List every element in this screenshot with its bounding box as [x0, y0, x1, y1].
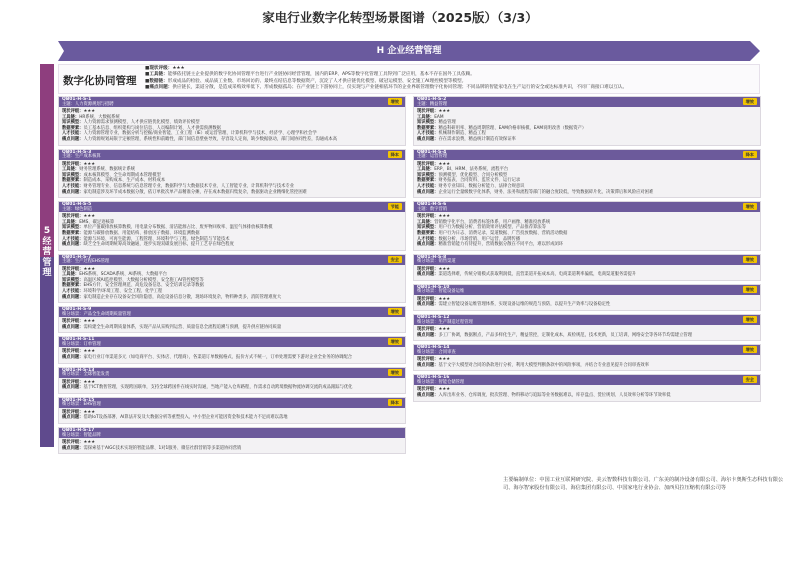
overview-line-key: ■痛点问题： — [145, 85, 173, 91]
scenario-subtitle: 主题：精益管理 — [417, 101, 448, 107]
scenario-row-key: 工具链： — [417, 167, 435, 173]
scenario-row — [62, 415, 402, 421]
scenario-code: QB01-H-S-11 — [62, 337, 95, 343]
scenario-subtitle: 主题：绿色制造 — [62, 206, 93, 212]
footer-credits: 主要编制单位：中国工业互联网研究院、美云智数科技有限公司、广东美的制冷设备有限公司、海尔卡奥斯生态科技有限公司、海尔智家股份有限公司、海信集团有限公司、中国家电行业协会、加西贝拉压缩机有限公司等 — [503, 477, 784, 491]
scenario-row — [62, 295, 402, 301]
scenario-row — [62, 190, 402, 196]
scenario-row-value: 机械制作制造、精益工程 — [438, 131, 486, 137]
scenario-row-value: EHS方针、安全管理规范、高危设备信息、安全培训记录等数据 — [83, 283, 204, 289]
scenario-card — [58, 306, 406, 333]
scenario-card — [413, 284, 761, 311]
scenario-row-value: 用户行为数据分析、营销效果评估模型、产品推荐算法等 — [438, 225, 546, 231]
scenario-row-value: ★★★ — [83, 319, 96, 325]
scenario-row-value: ★★★ — [83, 379, 96, 385]
scenario-card-body — [414, 212, 760, 250]
scenario-row — [417, 363, 757, 369]
scenario-row-key: 数据要素： — [62, 178, 84, 184]
scenario-subtitle: 细分场景：智能仓储管理 — [417, 379, 465, 385]
scenario-row-key: 数据要素： — [62, 125, 84, 131]
scenario-subtitle: 细分场景：销售渠道 — [417, 259, 456, 265]
scenario-card — [58, 397, 406, 424]
scenario-card-body — [59, 378, 405, 393]
scenario-row-value: ★★★ — [83, 409, 96, 415]
scenario-row-value: 渠道选择难，传统分销模式获取利润低，直营渠道开拓成本高，电商渠道利率偏低，电商渠道服务需提升 — [438, 272, 637, 278]
scenario-row-value: EAM — [434, 114, 444, 120]
scenario-row-key: 痛点问题： — [417, 393, 439, 399]
scenario-subtitle: 细分场景：订单管理 — [62, 341, 101, 347]
scenario-row-key: 知识模型： — [62, 225, 84, 231]
scenario-row-key: 工具链： — [417, 219, 435, 225]
scenario-subtitle: 主题：生产过程EHS管理 — [62, 259, 110, 265]
overview-line-key: ■工具链： — [145, 72, 168, 78]
scenario-row-value: 员工基本信息、组织架构与岗位信息、人员编制计划、人才供需预测数据 — [83, 125, 221, 131]
scenario-row-value: ★★★ — [438, 296, 451, 302]
scenario-row-key: 痛点问题： — [62, 355, 84, 361]
scenario-row-value: 环境科学/环境工程、安全工程、化学工程 — [83, 289, 163, 295]
scenario-card — [58, 254, 406, 304]
scenario-card-body — [59, 408, 405, 423]
overview-panel — [58, 64, 760, 94]
scenario-row-value: 财务报表、合同资料、监管文件、运行记录 — [438, 178, 521, 184]
scenario-card-header — [59, 307, 405, 317]
scenario-card-body — [414, 160, 760, 198]
scenario-row-key: 痛点问题： — [417, 189, 439, 195]
scenario-code: QB01-H-S-13 — [62, 367, 95, 373]
scenario-row-key: 知识模型： — [417, 120, 439, 126]
page-title: 家电行业数字化转型场景图谱（2025版）（3/3） — [262, 10, 538, 25]
overview-lines — [145, 66, 755, 92]
scenario-row-key: 工具链： — [62, 167, 80, 173]
scenario-row-value: 需构建全生命周期质量体系，实现产品从采购到运营、质量信息全流程追溯与预测，提升供应链协同质量 — [83, 324, 282, 330]
scenario-row-key: 现状评级： — [417, 357, 439, 363]
scenario-code: QB01-H-S-16 — [417, 375, 450, 381]
scenario-row-value: ★★★ — [438, 109, 451, 114]
scenario-row-key: 痛点问题： — [62, 294, 84, 300]
scenario-row-value: ★★★ — [83, 440, 96, 445]
side-label-char: 5 — [43, 226, 51, 236]
scenario-card-header — [414, 255, 760, 265]
scenario-row-key: 现状评级： — [62, 109, 84, 114]
scenario-row-key: 现状评级： — [417, 161, 439, 167]
scenario-code: QB01-H-S-3 — [62, 149, 92, 155]
scenario-card — [413, 254, 761, 281]
scenario-subtitle: 主题：生产成本核算 — [62, 154, 101, 160]
scenario-row — [417, 302, 757, 308]
scenario-row-value: 家电行业订单渠道多元（如电商平台、实体店、代理商），各渠道订单数据格式、报价方式不统一，订单处理需要下游对企业全业务的协调配合 — [83, 355, 353, 361]
benefit-tag: 降本 — [388, 151, 402, 158]
scenario-row-value: 精准营销能力有待提升，营销数据分散在不同平台，难以形成闭环 — [438, 242, 564, 248]
scenario-card-body — [414, 265, 760, 280]
scenario-row-value: 制造成本、采购成本、生产成本、材料成本 — [83, 178, 166, 184]
scenario-subtitle: 细分场景：智能设备运维 — [417, 289, 465, 295]
scenario-subtitle: 细分场景：产品全生命周期质量管理 — [62, 311, 131, 317]
scenario-row-key: 现状评级： — [417, 327, 439, 333]
scenario-card-header — [414, 285, 760, 295]
scenario-row-value: HR系统、大数据系统 — [79, 114, 120, 120]
benefit-tag: 增效 — [743, 256, 757, 263]
scenario-code: QB01-H-S-9 — [62, 307, 92, 313]
scenario-row-key: 痛点问题： — [62, 189, 84, 195]
scenario-code: QB01-H-S-10 — [417, 284, 450, 290]
scenario-subtitle: 细分场景：合同审查 — [417, 349, 456, 355]
side-label-char: 经 — [42, 236, 52, 247]
scenario-row-value: EMS、碳足迹核算 — [79, 219, 115, 225]
overview-line — [145, 85, 755, 91]
scenario-card-body — [59, 347, 405, 362]
scenario-row — [62, 385, 402, 391]
scenario-row-value: 借助IoT设备部署、AI算法开发及大数据分析等重塑投入，中小型企业可能因资金和技术能力不足而难以落地 — [83, 415, 288, 421]
scenario-card-body — [59, 107, 405, 145]
scenario-row-value: ★★★ — [83, 266, 96, 272]
scenario-row-value: 高温区域AI监控模型、大数据分析模型、安全施工AI管控模型等 — [83, 277, 204, 283]
scenario-subtitle: 主题：数字营销 — [417, 206, 448, 212]
scenario-row-key: 痛点问题： — [417, 362, 439, 368]
benefit-tag: 节能 — [388, 203, 402, 210]
scenario-row-value: ★★★ — [438, 357, 451, 363]
scenario-code: QB01-H-S-8 — [417, 254, 447, 260]
side-category-label — [40, 226, 54, 279]
scenario-card-header — [414, 375, 760, 385]
scenario-row-key: 现状评级： — [417, 296, 439, 302]
scenario-code: QB01-H-S-14 — [417, 345, 450, 351]
scenario-row — [62, 446, 402, 452]
scenario-row-key: 痛点问题： — [62, 136, 84, 142]
scenario-row-value: EHS系统、SCADA系统、AI系统、大数据平台 — [79, 272, 168, 278]
scenario-row — [62, 137, 402, 143]
benefit-tag: 增效 — [388, 338, 402, 345]
scenario-code: QB01-H-S-17 — [62, 428, 95, 433]
scenario-card-body — [59, 317, 405, 332]
benefit-tag: 降本 — [743, 151, 757, 158]
scenario-row-value: ★★★ — [83, 161, 96, 167]
scenario-row-key: 痛点问题： — [62, 324, 84, 330]
benefit-tag: 安全 — [743, 376, 757, 383]
scenario-card-body — [59, 212, 405, 250]
benefit-tag: 增效 — [743, 346, 757, 353]
scenario-card-header — [59, 202, 405, 212]
scenario-card-header — [59, 428, 405, 438]
scenario-row-key: 数据要素： — [417, 125, 439, 131]
scenario-subtitle: 主题：人力资源规划与招聘 — [62, 101, 114, 107]
scenario-row-value: 成本核算模型、全生命周期成本管理模型 — [83, 172, 161, 178]
scenario-subtitle: 主题：运营管理 — [417, 154, 448, 160]
scenario-row-key: 知识模型： — [62, 172, 84, 178]
scenario-row-key: 数据要素： — [62, 283, 84, 289]
scenario-row-value: ★★★ — [438, 214, 451, 220]
scenario-row-key: 痛点问题： — [417, 136, 439, 142]
scenario-card-header — [59, 337, 405, 347]
scenario-card-header — [414, 97, 760, 107]
scenario-row-key: 人才技能： — [417, 236, 439, 242]
scenario-card — [58, 336, 406, 363]
scenario-card-header — [59, 150, 405, 160]
benefit-tag: 增效 — [743, 203, 757, 210]
scenario-card-header — [59, 368, 405, 378]
scenario-row-value: ★★★ — [83, 349, 96, 355]
scenario-subtitle: 细分场景：全球智能发货 — [62, 372, 110, 378]
scenario-row-key: 人才技能： — [62, 289, 84, 295]
scenario-row-key: 人才技能： — [62, 183, 84, 189]
scenario-row-key: 工具链： — [62, 272, 80, 278]
scenario-row-value: 预测模型、优化模型、合同分析模型 — [438, 172, 508, 178]
scenario-row-value: 用户行为日志、消费记录、渠道数据、广告投放数据、营销活动数据 — [438, 230, 568, 236]
scenario-card-body — [59, 160, 405, 198]
scenario-card-body — [414, 385, 760, 400]
scenario-card — [413, 374, 761, 401]
overview-title: 数字化协同管理 — [63, 75, 137, 87]
scenario-card — [58, 427, 406, 454]
scenario-column-left — [58, 96, 406, 457]
benefit-tag: 增效 — [743, 316, 757, 323]
scenario-row-value: 人力资源规划局限于定额管理，系统性和前瞻性，部门间信息壁垒导致，存容设人定岗，缺少数据驱动，部门间协同性差，沟通成本高 — [83, 136, 337, 142]
scenario-card — [413, 96, 761, 146]
scenario-row-key: 人才技能： — [62, 131, 84, 137]
scenario-column-right — [413, 96, 761, 405]
overview-line-key: ■现状评级： — [145, 66, 173, 71]
scenario-row-value: 存在需求浪费，精益统计制造有效保证率 — [438, 136, 516, 142]
scenario-row-value: 需探索基于AIGC技术实现的智能品牌、1对1服务、微信社群营销等多渠道协同营销 — [83, 445, 242, 451]
scenario-card-header — [59, 398, 405, 408]
scenario-row-value: ★★★ — [83, 109, 96, 114]
overview-line-value: 形成成品的检验、成品质工业数、市场回访的、最终点结信息等数据资产，沉淀了人才供应链优化模型、破冠运模型、安全施工AI理控模型等模型。 — [167, 78, 467, 84]
benefit-tag: 安全 — [388, 256, 402, 263]
scenario-row-key: 现状评级： — [417, 387, 439, 393]
overview-line-value: 供应链长，渠道分散，是造成采购效率低下、形成数据孤岛；在产业链上下游协同上，仅实现与产业链相依环节的企业界联管理数字化协同管理；不同品牌的智能家电在生产运行的安全或达标准共识，不同厂商接口难以互认。 — [172, 85, 628, 91]
scenario-row-value: 数据分析、市场营销、用户运营、品牌传播 — [438, 236, 521, 242]
scenario-card — [58, 96, 406, 146]
scenario-row-value: 营销数字化平台，消费者标签体系、用户画像、精准投放系统 — [434, 219, 551, 225]
scenario-row — [417, 272, 757, 278]
scenario-row-key: 痛点问题： — [417, 302, 439, 308]
scenario-row-value: 单位产值碳排放核算数模、用电量分布数据、清洁能源占比、废弃物回收率、温室气体排放核算数模 — [83, 225, 273, 231]
scenario-row-key: 痛点问题： — [62, 385, 84, 391]
scenario-row-value: 需建立智能设备运维管理体系，实现设备运维的规范与预防，以提升生产效率与设备稳定性 — [438, 302, 611, 308]
scenario-row-value: 入库出库业务、仓库调度、批次管理、物料移动与追踪等业务数据难以，库存盘点、货位规划、人员效率分析等环节效率低 — [438, 393, 671, 399]
scenario-row — [417, 393, 757, 399]
scenario-card — [413, 344, 761, 371]
scenario-row-value: 能源与环境、可再生能源，工程管理、环境科学与工程、绿色制造与节能技术 — [83, 236, 230, 242]
scenario-row-key: 工具链： — [417, 114, 435, 120]
scenario-card — [58, 367, 406, 394]
scenario-row-key: 知识模型： — [417, 225, 439, 231]
scenario-card-header — [414, 315, 760, 325]
scenario-card — [58, 201, 406, 251]
side-label-char: 营 — [42, 247, 52, 257]
scenario-card — [413, 201, 761, 251]
scenario-card — [58, 149, 406, 199]
scenario-row-key: 知识模型： — [62, 277, 84, 283]
scenario-row-value: 多工厂协调，数据断点，产品多样化生产，精益管控，定制化成本，质检规范，技术更新，员工培训，网络安全等各环节均需建立管理 — [438, 332, 692, 338]
scenario-row-value: 精益科研用率、精益周期管理、EAM价格审核模、EAM说明改善（数据资产） — [438, 125, 587, 131]
scenario-card-header — [414, 345, 760, 355]
scenario-subtitle: 细分场景：EHS管理 — [62, 402, 101, 408]
scenario-row-key: 数据要素： — [417, 230, 439, 236]
scenario-row-key: 痛点问题： — [62, 445, 84, 451]
scenario-row-key: 痛点问题： — [417, 242, 439, 248]
scenario-row-key: 人才技能： — [62, 236, 84, 242]
scenario-card — [413, 314, 761, 341]
scenario-card-body — [59, 438, 405, 453]
scenario-row-value: 财务管理系统、数据统计系统 — [79, 167, 136, 173]
scenario-row-value: 精益管理 — [438, 120, 456, 126]
scenario-row-key: 现状评级： — [62, 161, 84, 167]
scenario-row-key: 痛点问题： — [62, 242, 84, 248]
scenario-row-value: ★★★ — [438, 387, 451, 393]
scenario-row-key: 现状评级： — [417, 214, 439, 220]
scenario-code: QB01-H-S-15 — [62, 397, 95, 403]
scenario-row-value: 基于ICT数智管理，实现跨国联单，支持全球跨国件在线实时沟通，当地产能入仓库路程，作需求自动跨境数据物流协调交流的成品跟踪与优化 — [83, 385, 353, 391]
scenario-row-value: 人力资源需求预测模型、人才供应链优化模型、绩效评价模型 — [83, 120, 200, 126]
scenario-code: QB01-H-S-4 — [417, 149, 447, 155]
side-label-char: 管 — [42, 257, 52, 268]
scenario-card-header — [414, 202, 760, 212]
scenario-row-key: 现状评级： — [62, 379, 84, 385]
scenario-row — [62, 325, 402, 331]
scenario-code: QB01-H-S-1 — [62, 97, 92, 102]
scenario-row-value: 缺乏全生命周期统筹高效融通，逐步实现双碳发展目标，提升工艺存在绿色程度 — [83, 242, 234, 248]
scenario-row-value: 家电制造企业存在设备安全风险隐患，高危设备信息分散，现场环境复杂，物料种类多，消防管理难度大 — [83, 294, 282, 300]
scenario-card-header — [59, 97, 405, 107]
scenario-row-key: 数据要素： — [62, 230, 84, 236]
section-banner — [58, 41, 760, 61]
scenario-row-key: 痛点问题： — [417, 272, 439, 278]
scenario-row-value: 企业运行全量级数字化体系，财务、法务和流程等部门的融合度较低，导致数据碎片化、决策滞后和风险应对困难 — [438, 189, 654, 195]
scenario-row-value: ★★★ — [438, 161, 451, 167]
scenario-row-value: 财务管理专业、信息系统与信息管理专业，数据科学与大数据技术专业、人工智能专业、计算机科学与技术专业 — [83, 183, 295, 189]
scenario-row-key: 人才技能： — [417, 131, 439, 137]
scenario-code: QB01-H-S-6 — [417, 202, 447, 208]
scenario-row-value: 财务专业知识、数据分析能力、法律合规意识 — [438, 183, 525, 189]
scenario-card-header — [414, 150, 760, 160]
scenario-row-key: 痛点问题： — [62, 415, 84, 421]
scenario-code: QB01-H-S-5 — [62, 202, 92, 208]
scenario-row-value: 基于文字大模型对合同的条款进行分析，利用大模型判断条款中的风险事项，并结合专业意见提升合同审查效率 — [438, 362, 650, 368]
scenario-row-value: ★★★ — [438, 266, 451, 272]
overview-line-key: ■数据链： — [145, 78, 168, 84]
scenario-row-value: ERP、BI、HRM、法务系统、流程平台 — [434, 167, 509, 173]
overview-line-value: ★★★ — [172, 66, 185, 71]
scenario-card-body — [414, 355, 760, 370]
benefit-tag: 增效 — [743, 98, 757, 105]
scenario-card-body — [59, 265, 405, 303]
scenario-row-key: 现状评级： — [62, 319, 84, 325]
scenario-row — [62, 355, 402, 361]
scenario-row-value: 能源与碳排放数据、用能结构、排放因子数据、环境监测数据 — [83, 230, 200, 236]
scenario-code: QB01-H-S-12 — [417, 315, 450, 321]
scenario-row-value: 人力资源管理专业，数据分析与挖掘/商业智能、工业工程（IE）或运营管理、计算机科学与技术、经济学、心理学和社会学 — [83, 131, 317, 137]
scenario-row-value: ★★★ — [438, 327, 451, 333]
side-bar-bottom — [40, 257, 54, 447]
scenario-row-value: ★★★ — [83, 214, 96, 220]
side-label-char: 理 — [42, 268, 52, 278]
benefit-tag: 增效 — [388, 308, 402, 315]
banner-label: H 企业经营管理 — [376, 46, 442, 56]
benefit-tag: 增效 — [388, 369, 402, 376]
scenario-row-key: 数据要素： — [417, 178, 439, 184]
scenario-row-key: 现状评级： — [417, 109, 439, 114]
scenario-row-key: 知识模型： — [417, 172, 439, 178]
scenario-card-body — [414, 107, 760, 145]
scenario-row-key: 知识模型： — [62, 120, 84, 126]
scenario-row-key: 现状评级： — [62, 349, 84, 355]
benefit-tag: 增效 — [388, 98, 402, 105]
scenario-card-header — [59, 255, 405, 265]
scenario-row — [417, 333, 757, 339]
scenario-row-key: 痛点问题： — [417, 332, 439, 338]
scenario-row-key: 工具链： — [62, 219, 80, 225]
scenario-row-key: 工具链： — [62, 114, 80, 120]
scenario-row-key: 现状评级： — [62, 440, 84, 445]
scenario-code: QB01-H-S-2 — [417, 97, 447, 102]
scenario-row-key: 现状评级： — [417, 266, 439, 272]
scenario-row-key: 现状评级： — [62, 214, 84, 220]
scenario-row — [62, 242, 402, 248]
scenario-row — [417, 137, 757, 143]
overview-line-value: 能够依托链主企业提供的数字化协同管理平台进行产业链协同经营管理，国内的ERP、APS等数字化管理工具得到广泛应用，基本不存在国外工具依赖。 — [167, 72, 475, 78]
scenario-row — [417, 242, 757, 248]
benefit-tag: 增效 — [743, 286, 757, 293]
scenario-card-body — [414, 325, 760, 340]
scenario-row — [417, 190, 757, 196]
scenario-subtitle: 细分场景：智能品牌 — [62, 432, 101, 438]
scenario-row-key: 现状评级： — [62, 266, 84, 272]
scenario-row-value: 家电制造涉及环节成本数据分散，依订单批次单产品精准分摊，存在成本数据归集复杂，数据驱动企业精细化管控困难 — [83, 189, 307, 195]
scenario-card-body — [414, 295, 760, 310]
scenario-row-key: 现状评级： — [62, 409, 84, 415]
scenario-card — [413, 149, 761, 199]
scenario-subtitle: 细分场景：生产制造过程管理 — [417, 319, 473, 325]
scenario-code: QB01-H-S-7 — [62, 254, 92, 260]
benefit-tag: 降本 — [388, 399, 402, 406]
scenario-row-key: 人才技能： — [417, 183, 439, 189]
